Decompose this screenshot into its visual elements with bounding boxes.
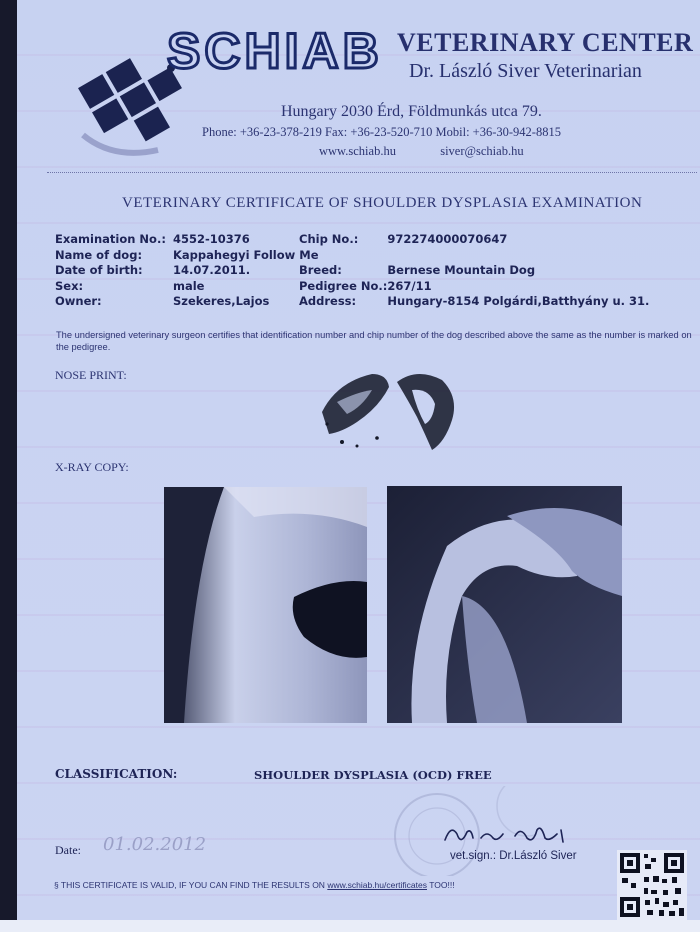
validity-footer bbox=[54, 880, 455, 890]
vet-name: Dr. László Siver Veterinarian bbox=[409, 60, 642, 82]
table-row bbox=[55, 263, 649, 279]
certificate-page bbox=[17, 0, 700, 920]
table-row bbox=[55, 232, 649, 248]
nose-print-image bbox=[317, 362, 462, 454]
scan-edge bbox=[0, 0, 17, 932]
xray-label: X-RAY COPY: bbox=[55, 460, 129, 474]
dob-value: 14.07.2011. bbox=[173, 263, 251, 277]
vet-signature-icon bbox=[437, 820, 577, 852]
contact-numbers: Phone: +36-23-378-219 Fax: +36-23-520-710 Mobil: +36-30-942-8815 bbox=[202, 125, 561, 139]
pedigree-value: 267/11 bbox=[387, 278, 432, 293]
nose-print-label: NOSE PRINT: bbox=[55, 368, 127, 382]
certificates-link[interactable]: www.schiab.hu/certificates bbox=[327, 880, 427, 890]
name-label: Name of dog: bbox=[55, 247, 143, 262]
brand-logo-text: SCHIAB bbox=[167, 23, 383, 79]
chip-value: 972274000070647 bbox=[387, 232, 508, 246]
xray-image-right bbox=[387, 486, 622, 723]
table-row bbox=[55, 248, 649, 264]
name-value: Kappahegyi Follow Me bbox=[173, 247, 319, 262]
classification-label: CLASSIFICATION: bbox=[55, 767, 178, 781]
owner-value: Szekeres,Lajos bbox=[173, 294, 270, 308]
table-row bbox=[55, 279, 649, 295]
scan-bottom-edge bbox=[0, 920, 700, 932]
chip-label: Chip No.: bbox=[299, 232, 359, 246]
address-value: Hungary-8154 Polgárdi,Batthyány u. 31. bbox=[387, 294, 650, 308]
classification-result: SHOULDER DYSPLASIA (OCD) FREE bbox=[254, 768, 492, 782]
xray-image-left bbox=[164, 487, 367, 723]
page-title: VETERINARY CERTIFICATE OF SHOULDER DYSPLASIA EXAMINATION bbox=[122, 195, 643, 211]
address-label: Address: bbox=[299, 294, 357, 308]
owner-label: Owner: bbox=[55, 294, 102, 308]
header-divider bbox=[47, 172, 697, 173]
breed-label: Breed: bbox=[299, 263, 342, 277]
vet-signature-caption: vet.sign.: Dr.László Siver bbox=[450, 850, 577, 862]
certification-statement: The undersigned veterinary surgeon certifies that identification number and chip number of the dog described above the same as the number is marked on the pedigree. bbox=[56, 330, 692, 352]
email-link[interactable]: siver@schiab.hu bbox=[440, 144, 524, 158]
table-row bbox=[55, 294, 649, 310]
pedigree-label: Pedigree No.: bbox=[299, 278, 388, 293]
qr-code-icon[interactable] bbox=[617, 850, 687, 920]
sex-value: male bbox=[173, 278, 205, 293]
dob-label: Date of birth: bbox=[55, 263, 143, 277]
exam-value: 4552-10376 bbox=[173, 232, 250, 246]
web-contacts bbox=[319, 144, 524, 159]
date-label: Date: bbox=[55, 843, 81, 857]
footer-text: § THIS CERTIFICATE IS VALID, IF YOU CAN FIND THE RESULTS ON bbox=[54, 880, 328, 890]
center-name: VETERINARY CENTER bbox=[397, 28, 694, 57]
sex-label: Sex: bbox=[55, 278, 84, 293]
breed-value: Bernese Mountain Dog bbox=[387, 263, 536, 277]
website-link[interactable]: www.schiab.hu bbox=[319, 144, 396, 158]
footer-suffix: TOO!!! bbox=[427, 880, 455, 890]
center-address: Hungary 2030 Érd, Földmunkás utca 79. bbox=[281, 103, 542, 120]
dog-details-table bbox=[55, 232, 649, 310]
date-value: 01.02.2012 bbox=[103, 834, 207, 855]
exam-label: Examination No.: bbox=[55, 232, 166, 246]
